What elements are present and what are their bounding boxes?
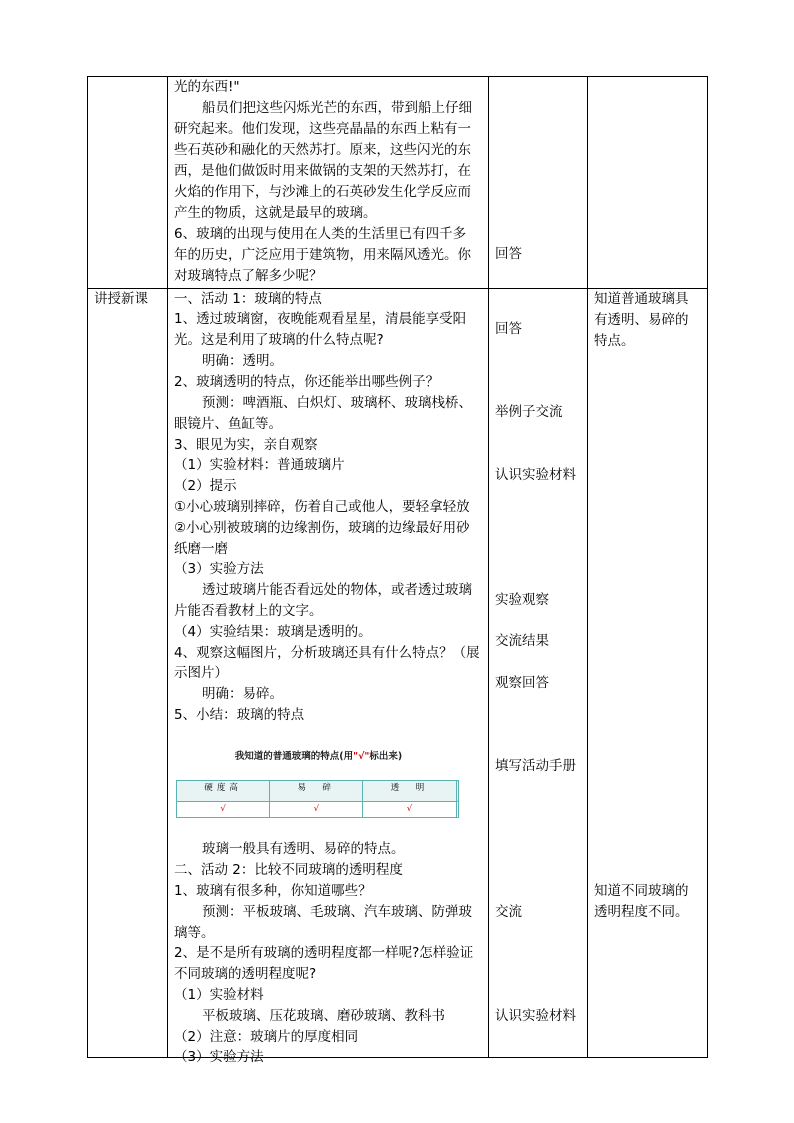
content-line: 透过玻璃片能否看远处的物体，或者透过玻璃 <box>202 582 472 598</box>
intent-cell <box>588 289 708 1058</box>
check-mark <box>456 801 458 817</box>
content-line: ①小心玻璃别摔碎，伤着自己或他人，要轻拿轻放 <box>174 499 470 515</box>
content-line: 光。这是利用了玻璃的什么特点呢? <box>174 332 384 348</box>
content-line: 光的东西!" <box>174 79 240 95</box>
table-row <box>88 289 708 1058</box>
feature-header <box>456 780 458 801</box>
content-line: 预测：啤酒瓶、白炽灯、玻璃杯、玻璃栈桥、 <box>202 395 472 411</box>
intent-line: 特点。 <box>594 333 635 349</box>
content-line: 对玻璃特点了解多少呢？ <box>174 268 323 284</box>
content-line: 示图片） <box>174 665 228 681</box>
student-activity: 认识实验材料 <box>495 467 576 483</box>
content-line: （3）实验方法 <box>174 561 264 577</box>
check-mark: √ <box>177 801 270 817</box>
stage-label: 讲授新课 <box>94 291 148 307</box>
figure-title: 我知道的普通玻璃的特点(用"√"标出来) <box>234 751 403 762</box>
content-line: 明确：易碎。 <box>202 686 283 702</box>
content-line: 二、活动 2：比较不同玻璃的透明程度 <box>174 862 403 878</box>
content-line: 研究起来。他们发现，这些亮晶晶的东西上粘有一 <box>174 121 471 137</box>
content-line: ②小心别被玻璃的边缘割伤，玻璃的边缘最好用砂 <box>174 520 470 536</box>
content-line: 璃等。 <box>174 925 215 941</box>
feature-header: 硬度高 <box>177 780 270 801</box>
stage-cell <box>88 77 168 289</box>
lesson-plan-table <box>87 76 708 1065</box>
student-activity-cell <box>489 289 588 1058</box>
figure-title-mark: "√" <box>353 751 370 762</box>
content-line: 1、玻璃有很多种，你知道哪些？ <box>174 883 372 899</box>
stage-cell <box>88 289 168 1058</box>
content-line: 预测：平板玻璃、毛玻璃、汽车玻璃、防弹玻 <box>202 904 472 920</box>
student-activity: 举例子交流 <box>495 404 563 420</box>
intent-line: 知道普通玻璃具 <box>594 291 689 307</box>
content-line: （1）实验材料 <box>174 987 264 1003</box>
content-line: 6、玻璃的出现与使用在人类的生活里已有四千多 <box>174 226 467 242</box>
content-line: 明确：透明。 <box>202 353 283 369</box>
student-activity-cell <box>489 77 588 289</box>
student-activity: 交流 <box>495 904 522 920</box>
content-cell <box>168 289 489 1065</box>
glass-feature-figure <box>176 747 461 818</box>
content-line: （1）实验材料：普通玻璃片 <box>174 457 345 473</box>
intent-line: 有透明、易碎的 <box>594 312 689 328</box>
intent-line: 透明程度不同。 <box>594 904 689 920</box>
content-line: 西，是他们做饭时用来做锅的支架的天然苏打，在 <box>174 163 471 179</box>
content-line: 1、透过玻璃窗，夜晚能观看星星，清晨能享受阳 <box>174 311 467 327</box>
content-line: 产生的物质，这就是最早的玻璃。 <box>174 205 377 221</box>
content-line: 纸磨一磨 <box>174 541 228 557</box>
student-activity: 认识实验材料 <box>495 1008 576 1024</box>
content-line: 玻璃一般具有透明、易碎的特点。 <box>202 841 405 857</box>
content-line: 4、观察这幅图片，分析玻璃还具有什么特点？（展 <box>174 645 480 661</box>
student-activity: 交流结果 <box>495 633 549 649</box>
content-line: 5、小结：玻璃的特点 <box>174 707 305 723</box>
feature-header: 易 碎 <box>270 780 363 801</box>
content-line: 片能否看教材上的文字。 <box>174 603 323 619</box>
content-line: 2、是不是所有玻璃的透明程度都一样呢?怎样验证 <box>174 945 474 961</box>
content-line: 2、玻璃透明的特点，你还能举出哪些例子？ <box>174 374 440 390</box>
content-line: 船员们把这些闪烁光芒的东西，带到船上仔细 <box>202 100 472 116</box>
content-line: 些石英砂和融化的天然苏打。原来，这些闪光的东 <box>174 142 471 158</box>
student-activity: 实验观察 <box>495 592 549 608</box>
check-mark: √ <box>363 801 456 817</box>
feature-check-table <box>176 780 459 818</box>
student-activity: 观察回答 <box>495 675 549 691</box>
table-row <box>88 77 708 289</box>
content-line: （3）实验方法 <box>174 1049 264 1065</box>
content-line: 平板玻璃、压花玻璃、磨砂玻璃、教科书 <box>202 1008 445 1024</box>
content-line: 火焰的作用下，与沙滩上的石英砂发生化学反应而 <box>174 184 471 200</box>
student-activity: 回答 <box>495 246 522 262</box>
intent-line: 知道不同玻璃的 <box>594 883 689 899</box>
student-activity: 填写活动手册 <box>495 758 576 774</box>
content-line: 眼镜片、鱼缸等。 <box>174 416 282 432</box>
content-line: 不同玻璃的透明程度呢? <box>174 966 317 982</box>
feature-header: 透 明 <box>363 780 456 801</box>
content-line: （2）提示 <box>174 478 237 494</box>
content-line: 一、活动 1：玻璃的特点 <box>174 291 322 307</box>
student-activity: 回答 <box>495 321 522 337</box>
intent-cell <box>588 77 708 289</box>
check-mark: √ <box>270 801 363 817</box>
content-cell <box>168 77 489 289</box>
content-line: 年的历史，广泛应用于建筑物，用来隔风透光。你 <box>174 247 471 263</box>
content-line: （2）注意：玻璃片的厚度相同 <box>174 1029 359 1045</box>
content-line: 3、眼见为实，亲自观察 <box>174 437 318 453</box>
content-line: （4）实验结果：玻璃是透明的。 <box>174 624 372 640</box>
